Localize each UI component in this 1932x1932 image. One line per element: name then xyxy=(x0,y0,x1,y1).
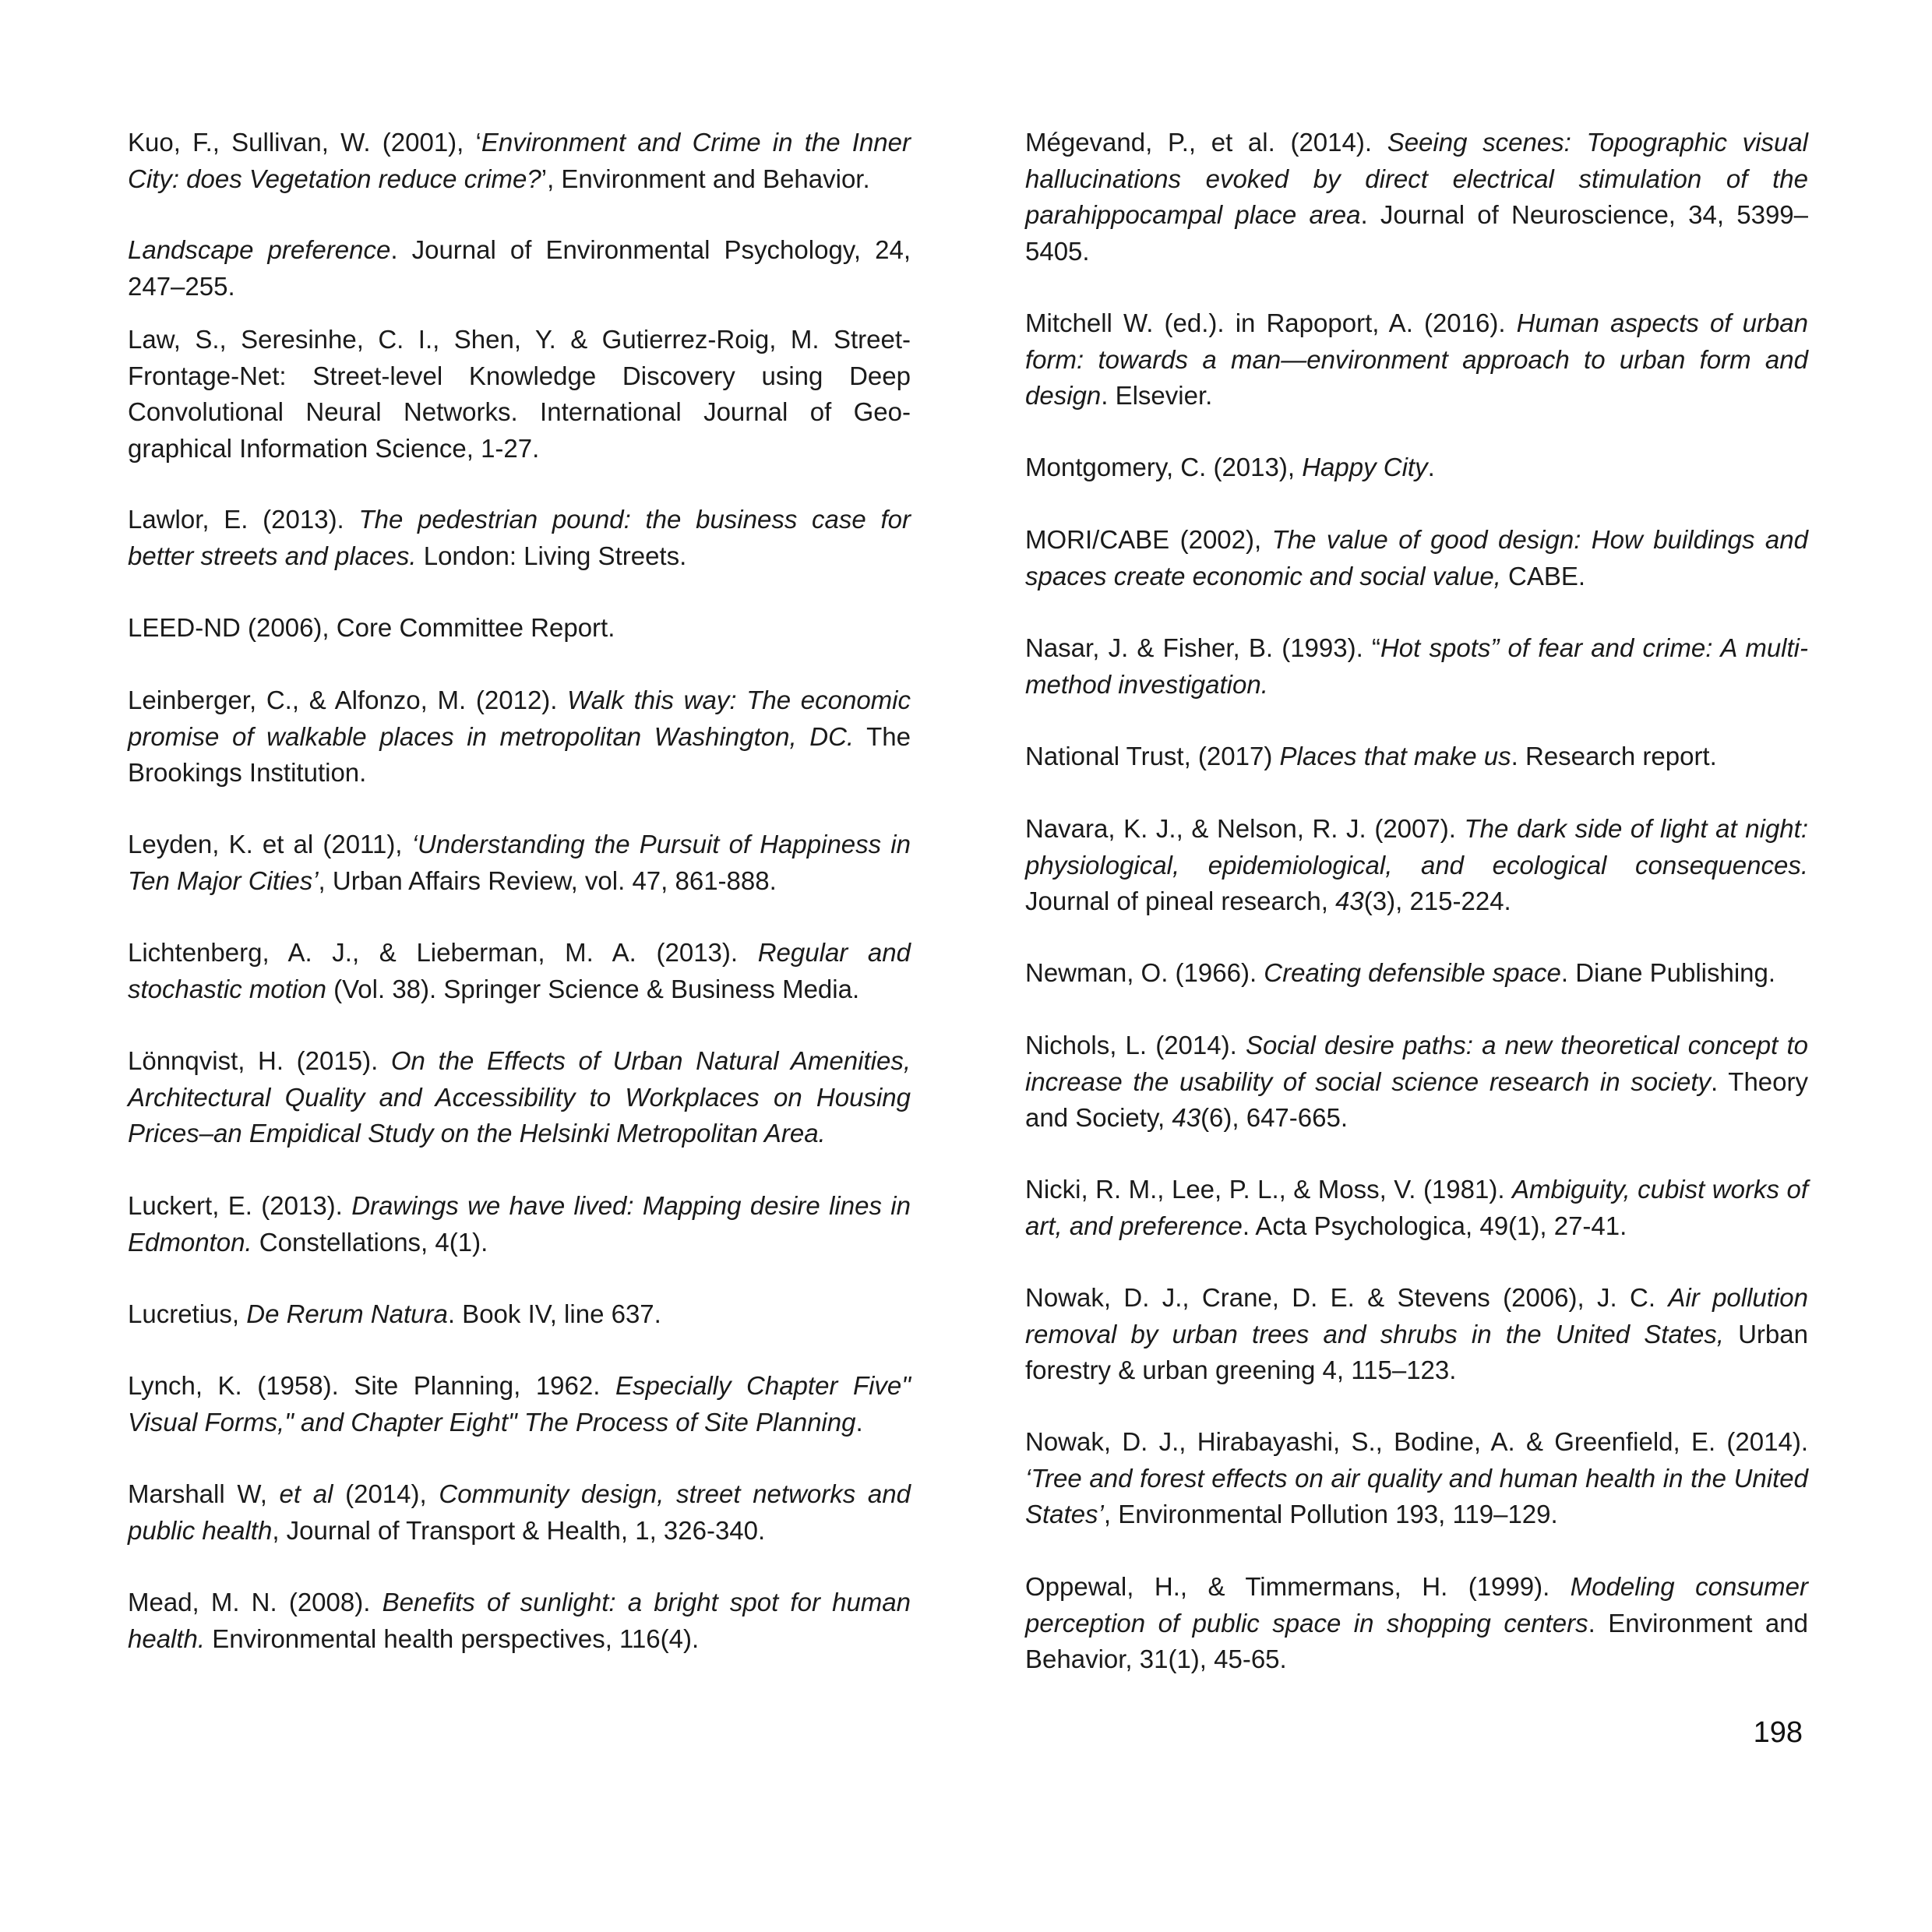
reference-entry: Lichtenberg, A. J., & Lieberman, M. A. (2013). Regular and stochastic motion (Vol. 38). Springer Science & Business Media. xyxy=(128,938,911,1003)
reference-entry: Nasar, J. & Fisher, B. (1993). “Hot spots” of fear and crime: A multi-method investigation. xyxy=(1025,633,1808,699)
reference-entry: Mégevand, P., et al. (2014). Seeing scenes: Topographic visual hallucinations evoked by direct electrical stimulation of the parahippocampal place area. Journal of Neuroscience, 34, 5399–5405. xyxy=(1025,128,1809,266)
reference-entry: Mead, M. N. (2008). Benefits of sunlight: a bright spot for human health. Environmental health perspectives, 116(4). xyxy=(128,1588,911,1653)
reference-entry: Oppewal, H., & Timmermans, H. (1999). Modeling consumer perception of public space in shopping centers. Environment and Behavior, 31(1), 45-65. xyxy=(1025,1572,1808,1673)
reference-entry: Nicki, R. M., Lee, P. L., & Moss, V. (1981). Ambiguity, cubist works of art, and preference. Acta Psychologica, 49(1), 27-41. xyxy=(1025,1175,1808,1240)
reference-entry: Lawlor, E. (2013). The pedestrian pound: the business case for better streets and places. London: Living Streets. xyxy=(128,505,911,570)
reference-entry: Nowak, D. J., Crane, D. E. & Stevens (2006), J. C. Air pollution removal by urban trees and shrubs in the United States, Urban forestry & urban greening 4, 115–123. xyxy=(1025,1283,1808,1384)
reference-entry: Nichols, L. (2014). Social desire paths: a new theoretical concept to increase the usability of social science research in society. Theory and Society, 43(6), 647-665. xyxy=(1025,1031,1808,1132)
reference-entry: Lucretius, De Rerum Natura. Book IV, line 637. xyxy=(128,1299,661,1328)
reference-entry: Kuo, F., Sullivan, W. (2001), ‘Environment and Crime in the Inner City: does Vegetation reduce crime?’, Environment and Behavior. xyxy=(128,128,911,193)
page-number: 198 xyxy=(1753,1716,1803,1749)
reference-entry: Luckert, E. (2013). Drawings we have lived: Mapping desire lines in Edmonton. Constellations, 4(1). xyxy=(128,1191,911,1257)
reference-entry: Marshall W, et al (2014), Community design, street networks and public health, Journal of Transport & Health, 1, 326-340. xyxy=(128,1479,911,1545)
reference-entry: Leyden, K. et al (2011), ‘Understanding the Pursuit of Happiness in Ten Major Cities’, Urban Affairs Review, vol. 47, 861-888. xyxy=(128,830,911,895)
reference-entry: Law, S., Seresinhe, C. I., Shen, Y. & Gutierrez-Roig, M. Street-Frontage-Net: Street-level Knowledge Discovery using Deep Convolutional Neural Networks. International Journal of Geo-graphical Information Science, 1-27. xyxy=(128,325,911,463)
reference-entry: National Trust, (2017) Places that make us. Research report. xyxy=(1025,742,1717,770)
reference-entry: Mitchell W. (ed.). in Rapoport, A. (2016). Human aspects of urban form: towards a man—environment approach to urban form and design. Elsevier. xyxy=(1025,308,1808,410)
reference-entry: Newman, O. (1966). Creating defensible space. Diane Publishing. xyxy=(1025,958,1776,987)
reference-entry: Landscape preference. Journal of Environmental Psychology, 24, 247–255. xyxy=(128,235,911,301)
reference-entry: Nowak, D. J., Hirabayashi, S., Bodine, A. & Greenfield, E. (2014). ‘Tree and forest effects on air quality and human health in the United States’, Environmental Pollution 193, 119–129. xyxy=(1025,1427,1808,1528)
reference-entry: Lönnqvist, H. (2015). On the Effects of Urban Natural Amenities, Architectural Quality and Accessibility to Workplaces on Housing Prices–an Empidical Study on the Helsinki Metropolitan Area. xyxy=(128,1046,911,1148)
reference-entry: Navara, K. J., & Nelson, R. J. (2007). The dark side of light at night: physiological, epidemiological, and ecological consequences. Journal of pineal research, 43(3), 215-224. xyxy=(1025,814,1809,915)
reference-entry: LEED-ND (2006), Core Committee Report. xyxy=(128,613,615,642)
reference-entry: Montgomery, C. (2013), Happy City. xyxy=(1025,453,1435,481)
reference-entry: MORI/CABE (2002), The value of good design: How buildings and spaces create economic and social value, CABE. xyxy=(1025,525,1808,591)
reference-entry: Leinberger, C., & Alfonzo, M. (2012). Walk this way: The economic promise of walkable places in metropolitan Washington, DC. The Brookings Institution. xyxy=(128,686,911,787)
reference-entry: Lynch, K. (1958). Site Planning, 1962. Especially Chapter Five" Visual Forms," and Chapter Eight" The Process of Site Planning. xyxy=(128,1371,911,1437)
